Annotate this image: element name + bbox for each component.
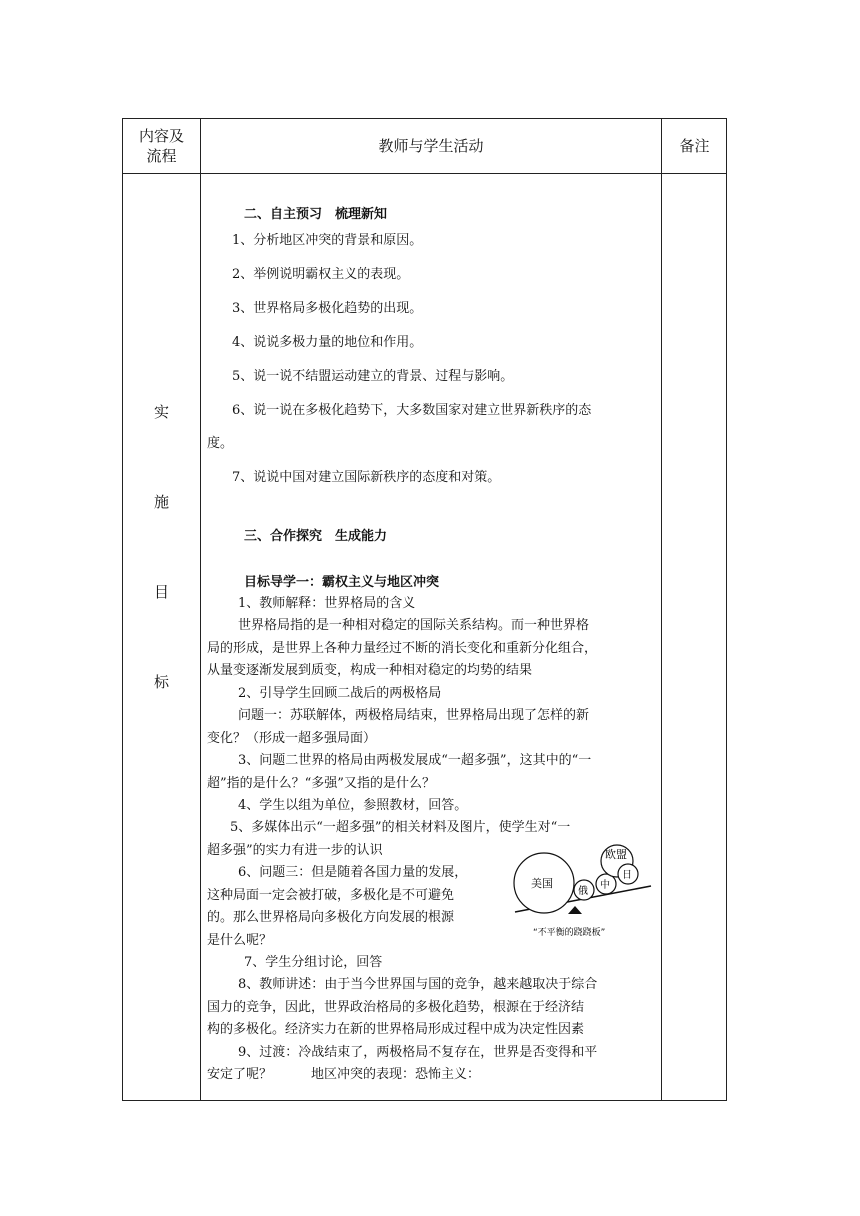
header-activities: 教师与学生活动 xyxy=(378,137,484,155)
header-content-flow-line2: 流程 xyxy=(146,147,177,165)
label-eu: 欧盟 xyxy=(605,848,627,861)
header-content-flow xyxy=(123,126,200,166)
preview-item: 2、举例说明霸权主义的表现。 xyxy=(232,267,410,282)
body-line: 7、学生分组讨论，回答 xyxy=(244,955,383,970)
body-line: 超多强”的实力有进一步的认识 xyxy=(207,843,383,858)
body-line: 安定了呢？ 地区冲突的表现：恐怖主义： xyxy=(207,1067,481,1082)
body-line: 问题一：苏联解体，两极格局结束，世界格局出现了怎样的新 xyxy=(238,708,590,723)
body-line: 从量变逐渐发展到质变，构成一种相对稳定的均势的结果 xyxy=(207,663,533,678)
label-china: 中 xyxy=(600,880,610,891)
body-line: 2、引导学生回顾二战后的两极格局 xyxy=(238,686,442,701)
header-content-flow-line1: 内容及 xyxy=(138,127,184,145)
side-label-char: 施 xyxy=(153,493,169,511)
header-divider xyxy=(123,173,726,174)
body-line: 6、问题三：但是随着各国力量的发展， xyxy=(238,865,468,880)
body-line: 世界格局指的是一种相对稳定的国际关系结构。而一种世界格 xyxy=(238,618,590,633)
body-line: 3、问题二世界的格局由两极发展成“一超多强”，这其中的“一 xyxy=(238,753,592,768)
preview-item: 3、世界格局多极化趋势的出现。 xyxy=(232,301,423,316)
column-divider xyxy=(200,119,201,1100)
seesaw-illustration xyxy=(511,842,657,942)
preview-item: 5、说一说不结盟运动建立的背景、过程与影响。 xyxy=(232,369,514,384)
body-line: 局的形成，是世界上各种力量经过不断的消长变化和重新分化组合， xyxy=(207,641,598,656)
preview-item: 7、说说中国对建立国际新秩序的态度和对策。 xyxy=(232,470,501,485)
side-label-char: 标 xyxy=(153,673,169,691)
column-divider xyxy=(661,119,662,1100)
label-japan: 日 xyxy=(622,870,632,881)
preview-item: 6、说一说在多极化趋势下，大多数国家对建立世界新秩序的态 xyxy=(232,403,592,418)
body-line: 9、过渡：冷战结束了，两极格局不复存在，世界是否变得和平 xyxy=(238,1045,598,1060)
seesaw-fulcrum xyxy=(568,906,582,914)
side-label-char: 目 xyxy=(153,583,169,601)
body-line: 国力的竞争，因此，世界政治格局的多极化趋势，根源在于经济结 xyxy=(207,1000,585,1015)
section3-title: 三、合作探究 生成能力 xyxy=(244,529,388,544)
body-line: 构的多极化。经济实力在新的世界格局形成过程中成为决定性因素 xyxy=(207,1022,585,1037)
body-line: 1、教师解释：世界格局的含义 xyxy=(238,596,416,611)
body-line: 变化？（形成一超多强局面） xyxy=(207,731,377,746)
body-line: 是什么呢？ xyxy=(207,933,273,948)
body-line: 这种局面一定会被打破，多极化是不可避免 xyxy=(207,888,455,903)
preview-item: 1、分析地区冲突的背景和原因。 xyxy=(232,233,423,248)
body-line: 5、多媒体出示“一超多强”的相关材料及图片，使学生对“一 xyxy=(230,820,571,835)
goal-title: 目标导学一：霸权主义与地区冲突 xyxy=(244,575,440,590)
section2-title: 二、自主预习 梳理新知 xyxy=(244,207,388,222)
lesson-table xyxy=(122,118,727,1101)
body-line: 超”指的是什么？“多强”又指的是什么？ xyxy=(207,776,435,791)
body-line: 的。那么世界格局向多极化方向发展的根源 xyxy=(207,910,455,925)
preview-item: 4、说说多极力量的地位和作用。 xyxy=(232,335,423,350)
figure-caption: “不平衡的跷跷板” xyxy=(533,928,606,938)
preview-item: 度。 xyxy=(207,436,234,451)
header-notes: 备注 xyxy=(679,137,710,155)
body-line: 4、学生以组为单位，参照教材，回答。 xyxy=(238,798,468,813)
body-line: 8、教师讲述：由于当今世界国与国的竞争，越来越取决于综合 xyxy=(238,977,598,992)
side-label-char: 实 xyxy=(153,403,169,421)
label-usa: 美国 xyxy=(531,877,553,890)
label-russia: 俄 xyxy=(578,886,588,897)
